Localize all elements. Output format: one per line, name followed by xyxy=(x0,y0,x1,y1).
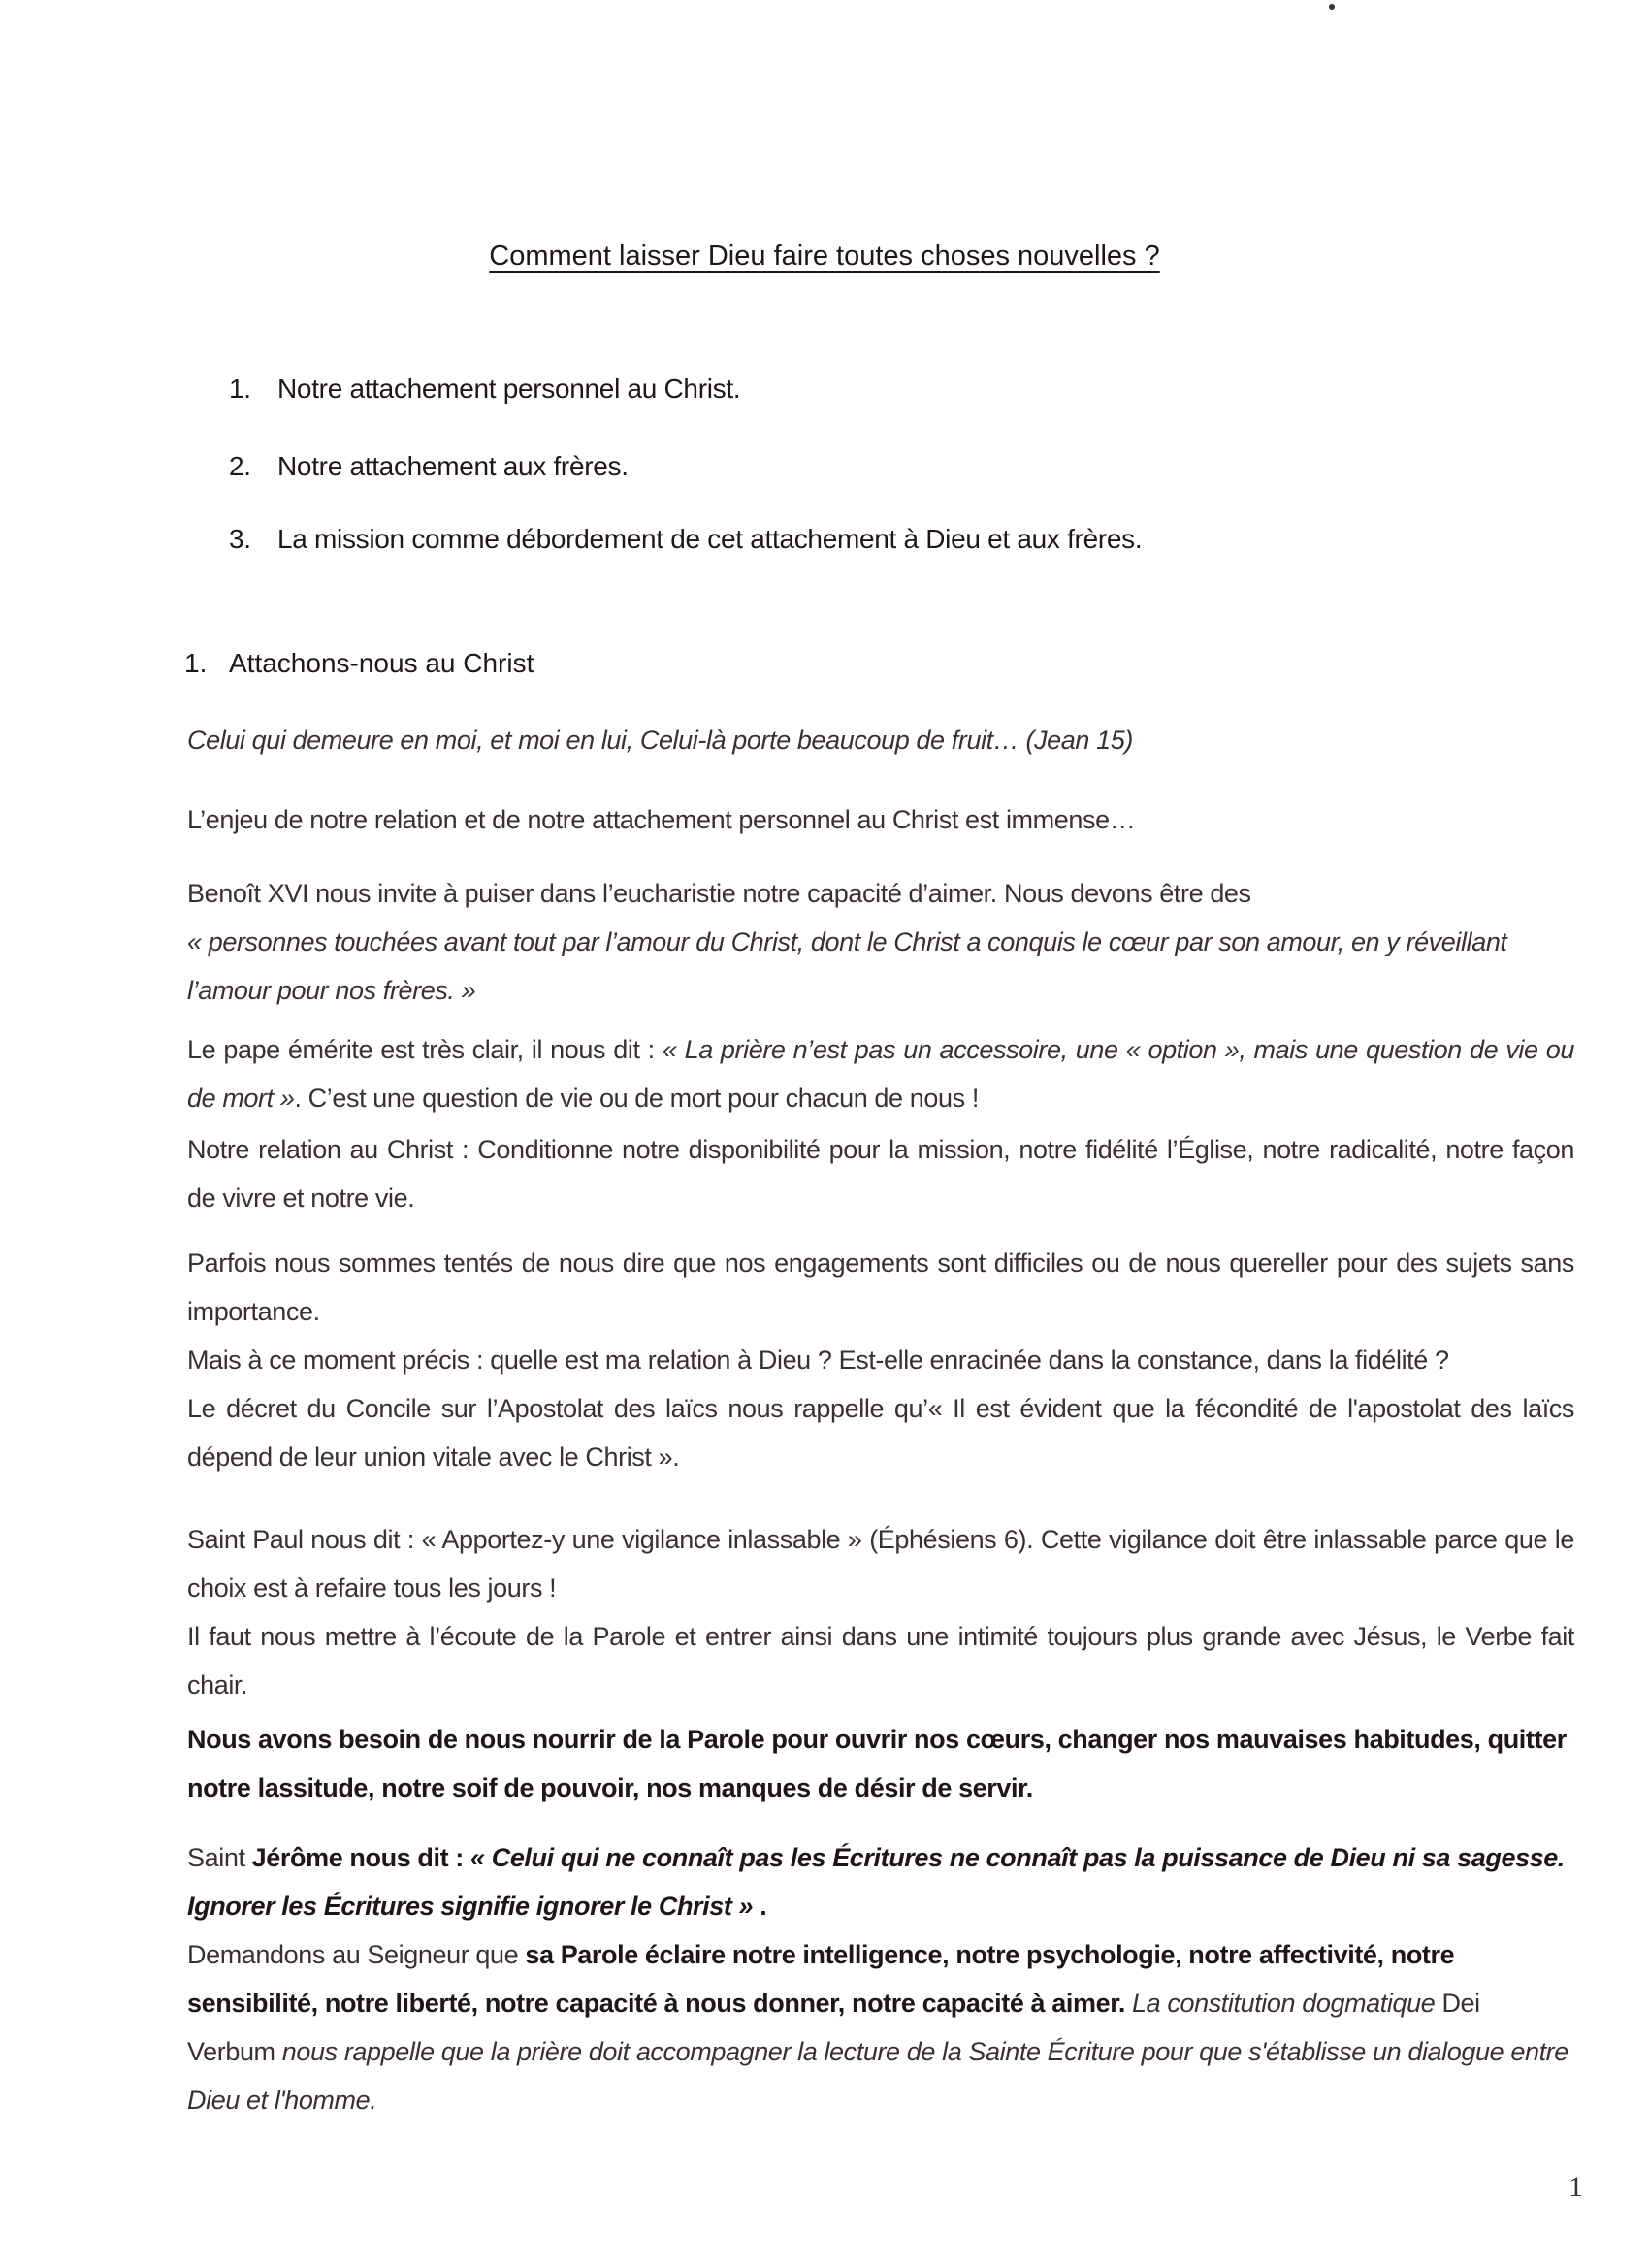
bold-paragraph: Nous avons besoin de nous nourrir de la Parole pour ouvrir nos cœurs, changer nos mauvaises habitudes, quitter notre lassitude, notre soif de pouvoir, nos manques de désir de servir. xyxy=(187,1725,1567,1802)
toc-number: 3. xyxy=(229,524,251,554)
section-heading xyxy=(184,648,534,679)
toc-label: La mission comme débordement de cet attachement à Dieu et aux frères. xyxy=(277,524,1143,554)
toc-label: Notre attachement aux frères. xyxy=(277,451,629,481)
paragraph xyxy=(187,869,1574,1015)
quote-text: « personnes touchées avant tout par l’amour du Christ, dont le Christ a conquis le cœur par son amour, en y réveillant l’amour pour nos frères. » xyxy=(187,927,1507,1005)
paragraph xyxy=(187,1239,1574,1481)
scan-speck xyxy=(1329,4,1335,10)
text: Il faut nous mettre à l’écoute de la Parole et entrer ainsi dans une intimité toujours plus grande avec Jésus, le Verbe fait chair. xyxy=(187,1622,1574,1700)
text: . xyxy=(753,1892,767,1921)
toc-item xyxy=(229,524,1142,555)
paragraph: L’enjeu de notre relation et de notre attachement personnel au Christ est immense… xyxy=(187,805,1136,834)
text: Demandons au Seigneur que xyxy=(187,1940,526,1969)
bible-quote: Celui qui demeure en moi, et moi en lui, Celui-là porte beaucoup de fruit… (Jean 15) xyxy=(187,726,1133,755)
toc-item xyxy=(229,451,629,482)
toc-item xyxy=(229,373,740,405)
text: Parfois nous sommes tentés de nous dire que nos engagements sont difficiles ou de nous quereller pour des sujets sans importance. xyxy=(187,1248,1574,1326)
page-number: 1 xyxy=(1568,2171,1583,2203)
paragraph xyxy=(187,1025,1574,1122)
quote-text: « Celui qui ne connaît pas les Écritures ne connaît pas la puissance de Dieu ni sa sagesse. Ignorer les Écritures signifie ignorer le Christ » xyxy=(187,1843,1566,1921)
text: . C’est une question de vie ou de mort pour chacun de nous ! xyxy=(294,1084,979,1113)
paragraph: Notre relation au Christ : Conditionne notre disponibilité pour la mission, notre fidélité l’Église, notre radicalité, notre façon de vivre et notre vie. xyxy=(187,1135,1574,1213)
text: Benoît XVI nous invite à puiser dans l’eucharistie notre capacité d’aimer. Nous devons être des xyxy=(187,879,1251,908)
text: Le décret du Concile sur l’Apostolat des laïcs nous rappelle qu’« Il est évident que la fécondité de l'apostolat des laïcs dépend de leur union vitale avec le Christ ». xyxy=(187,1394,1574,1472)
toc-number: 2. xyxy=(229,451,251,481)
section-title: Attachons-nous au Christ xyxy=(229,648,534,678)
text: Saint Paul nous dit : « Apportez-y une vigilance inlassable » (Éphésiens 6). Cette vigilance doit être inlassable parce que le choix est à refaire tous les jours ! xyxy=(187,1525,1574,1603)
paragraph xyxy=(187,1515,1574,1709)
text: Dei Verbum xyxy=(187,1989,1480,2066)
italic-text: La constitution dogmatique xyxy=(1124,1989,1436,2018)
bold-text: sa Parole éclaire notre intelligence, notre psychologie, notre affectivité, notre sensibilité, notre liberté, notre capacité à nous donner, notre capacité à aimer. xyxy=(187,1940,1455,2018)
page-title: Comment laisser Dieu faire toutes choses nouvelles ? xyxy=(489,241,1160,272)
quote-text: « La prière n’est pas un accessoire, une « option », mais une question de vie ou de mort » xyxy=(187,1035,1574,1113)
text: Saint xyxy=(187,1843,252,1872)
toc-label: Notre attachement personnel au Christ. xyxy=(277,373,741,404)
paragraph xyxy=(187,1833,1574,2124)
toc-number: 1. xyxy=(229,373,251,404)
section-number: 1. xyxy=(184,648,208,678)
bold-text: Jérôme nous dit : xyxy=(251,1843,470,1872)
text: Le pape émérite est très clair, il nous dit : xyxy=(187,1035,663,1064)
italic-text: nous rappelle que la prière doit accompagner la lecture de la Sainte Écriture pour que s'établisse un dialogue entre Dieu et l'homme. xyxy=(187,2037,1568,2115)
text: Mais à ce moment précis : quelle est ma relation à Dieu ? Est-elle enracinée dans la constance, dans la fidélité ? xyxy=(187,1345,1449,1375)
